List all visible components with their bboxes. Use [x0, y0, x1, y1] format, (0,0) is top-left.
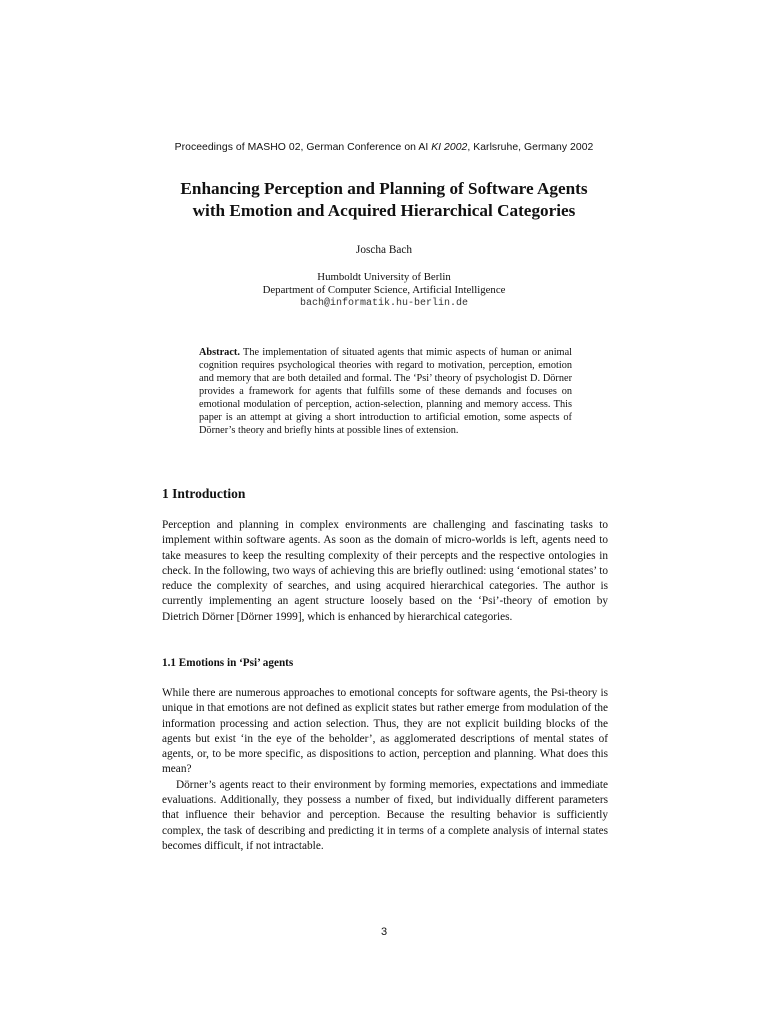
- author-name: Joscha Bach: [355, 244, 413, 256]
- page-number: 3: [380, 926, 388, 938]
- abstract: [199, 346, 572, 437]
- affiliation-department: Department of Computer Science, Artificial Intelligence: [262, 284, 506, 297]
- introduction-text: Perception and planning in complex environments are challenging and fascinating tasks to implement within software agents. As soon as the domain of micro-worlds is left, agents need to take measures to keep the resulting complexity of their percepts and the respective ontologies in check. In the following, two ways of achieving this are briefly outlined: using ‘emotional states’ to reduce the complexity of searches, and using acquired hierarchical categories. The author is currently implementing an agent structure loosely based on the ‘Psi’-theory of emotion by Dietrich Dörner [Dörner 1999], which is enhanced by hierarchical categories.: [162, 519, 608, 623]
- emotions-paragraphs: [162, 686, 608, 854]
- introduction-paragraph: [162, 518, 608, 625]
- proceedings-prefix: Proceedings of MASHO 02, German Conference on AI: [174, 142, 432, 153]
- subsection-heading-emotions: 1.1 Emotions in ‘Psi’ agents: [162, 657, 294, 669]
- proceedings-header: [0, 142, 768, 153]
- emotions-paragraph-2: Dörner’s agents react to their environment by forming memories, expectations and immediate evaluations. Additionally, they possess a number of fixed, but individually different parameters that influence their behavior and perception. Because the resulting behavior is sufficiently complex, the task of describing and predicting it in terms of a complete analysis of internal states becomes difficult, if not intractable.: [162, 778, 608, 852]
- paper-title: [0, 178, 768, 222]
- affiliation-university: Humboldt University of Berlin: [317, 271, 451, 283]
- section-heading-introduction: 1 Introduction: [162, 486, 246, 501]
- proceedings-venue: KI 2002: [431, 142, 468, 153]
- proceedings-suffix: , Karlsruhe, Germany 2002: [467, 142, 594, 153]
- title-line-2: with Emotion and Acquired Hierarchical Categories: [192, 201, 576, 220]
- abstract-text: The implementation of situated agents that mimic aspects of human or animal cognition requires psychological theories with regard to motivation, perception, emotion and memory that are both detailed and formal. The ‘Psi’ theory of psychologist D. Dörner provides a framework for agents that fulfills some of these demands and focuses on emotional modulation of perception, action-selection, planning and memory access. This paper is an attempt at giving a short introduction to artificial emotion, some aspects of Dörner’s theory and briefly hints at possible lines of extension.: [199, 347, 572, 436]
- title-line-1: Enhancing Perception and Planning of Software Agents: [180, 179, 588, 198]
- emotions-paragraph-1: While there are numerous approaches to emotional concepts for software agents, the Psi-theory is unique in that emotions are not defined as explicit states but rather emerge from modulation of the information processing and action selection. Thus, they are not explicit building blocks of the agents but exist ‘in the eye of the beholder’, as agglomerated descriptions of mental states of agents, or, to be more specific, as dispositions to action, perception and planning. What does this mean?: [162, 687, 608, 776]
- abstract-label: Abstract.: [199, 347, 240, 358]
- author-affiliation: [0, 271, 768, 311]
- author-email: bach@informatik.hu-berlin.de: [299, 298, 469, 310]
